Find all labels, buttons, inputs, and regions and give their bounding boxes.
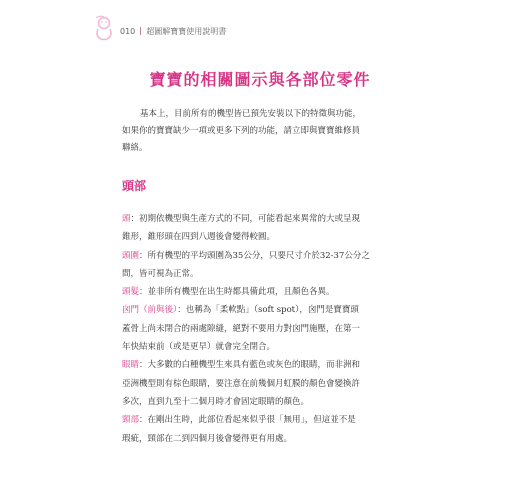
page-number: 010 bbox=[120, 27, 136, 36]
section-heading: 頭部 bbox=[122, 179, 147, 193]
feature-term: 頭 bbox=[122, 214, 131, 224]
feature-term: 頭髮 bbox=[122, 287, 140, 298]
feature-item-fontanelle bbox=[122, 301, 402, 356]
intro-line: 如果你的寶寶缺少一項或更多下列的功能，請立即與寶寶維修員 bbox=[122, 126, 361, 136]
baby-logo-icon bbox=[92, 14, 116, 42]
feature-term: 囟門（前與後） bbox=[122, 305, 178, 316]
feature-term: 頭圍 bbox=[122, 250, 140, 261]
feature-description: 多次，直到九至十二個月時才會固定眼睛的顏色。 bbox=[122, 396, 310, 407]
feature-description: ：也稱為「柔軟點」（soft spot），囟門是寶寶頭 bbox=[177, 305, 359, 316]
feature-term: 眼睛 bbox=[122, 360, 140, 371]
feature-description: 年快結束前（或是更早）就會完全閉合。 bbox=[122, 342, 276, 353]
intro-line: 基本上，目前所有的機型皆已預先安裝以下的特徵與功能， bbox=[140, 109, 362, 119]
feature-description: 錐形，錐形頭在四到八週後會變得較圓。 bbox=[122, 232, 276, 243]
feature-description: ：並非所有機型在出生時都具備此項，且顏色各異。 bbox=[139, 287, 335, 298]
feature-term: 頸部 bbox=[122, 415, 140, 426]
feature-description: 間，皆可視為正常。 bbox=[122, 268, 199, 279]
feature-description: ：大多數的白種機型生來具有藍色或灰色的眼睛，而非洲和 bbox=[139, 360, 361, 371]
running-header bbox=[120, 27, 226, 37]
feature-description: 蓋骨上尚未閉合的兩處隙縫，絕對不要用力對囟門施壓，在第一 bbox=[122, 323, 361, 334]
page-title: 寶寶的相關圖示與各部位零件 bbox=[149, 70, 371, 89]
feature-description: ：初期依機型與生產方式的不同，可能看起來異常的大或呈現 bbox=[130, 214, 361, 224]
feature-description: ：在剛出生時，此部位看起來似乎很「無用」，但這並不是 bbox=[139, 415, 356, 426]
feature-description: 瑕疵，頸部在二到四個月後會變得更有用處。 bbox=[122, 433, 293, 444]
feature-item-head-circumference bbox=[122, 247, 402, 284]
intro-line: 聯絡。 bbox=[122, 143, 148, 153]
intro-paragraph bbox=[122, 106, 402, 157]
feature-item-neck bbox=[122, 411, 402, 448]
feature-item-hair bbox=[122, 283, 402, 301]
feature-description: ：所有機型的平均頭圍為35公分，只要尺寸介於32-37公分之 bbox=[139, 250, 370, 261]
feature-item-head bbox=[122, 210, 402, 247]
book-title: 超圖解寶寶使用說明書 bbox=[146, 27, 227, 36]
header-separator bbox=[140, 27, 141, 35]
feature-list bbox=[122, 210, 402, 448]
feature-item-eyes bbox=[122, 356, 402, 411]
feature-description: 亞洲機型則有棕色眼睛，要注意在前幾個月虹膜的顏色會變換許 bbox=[122, 378, 361, 389]
